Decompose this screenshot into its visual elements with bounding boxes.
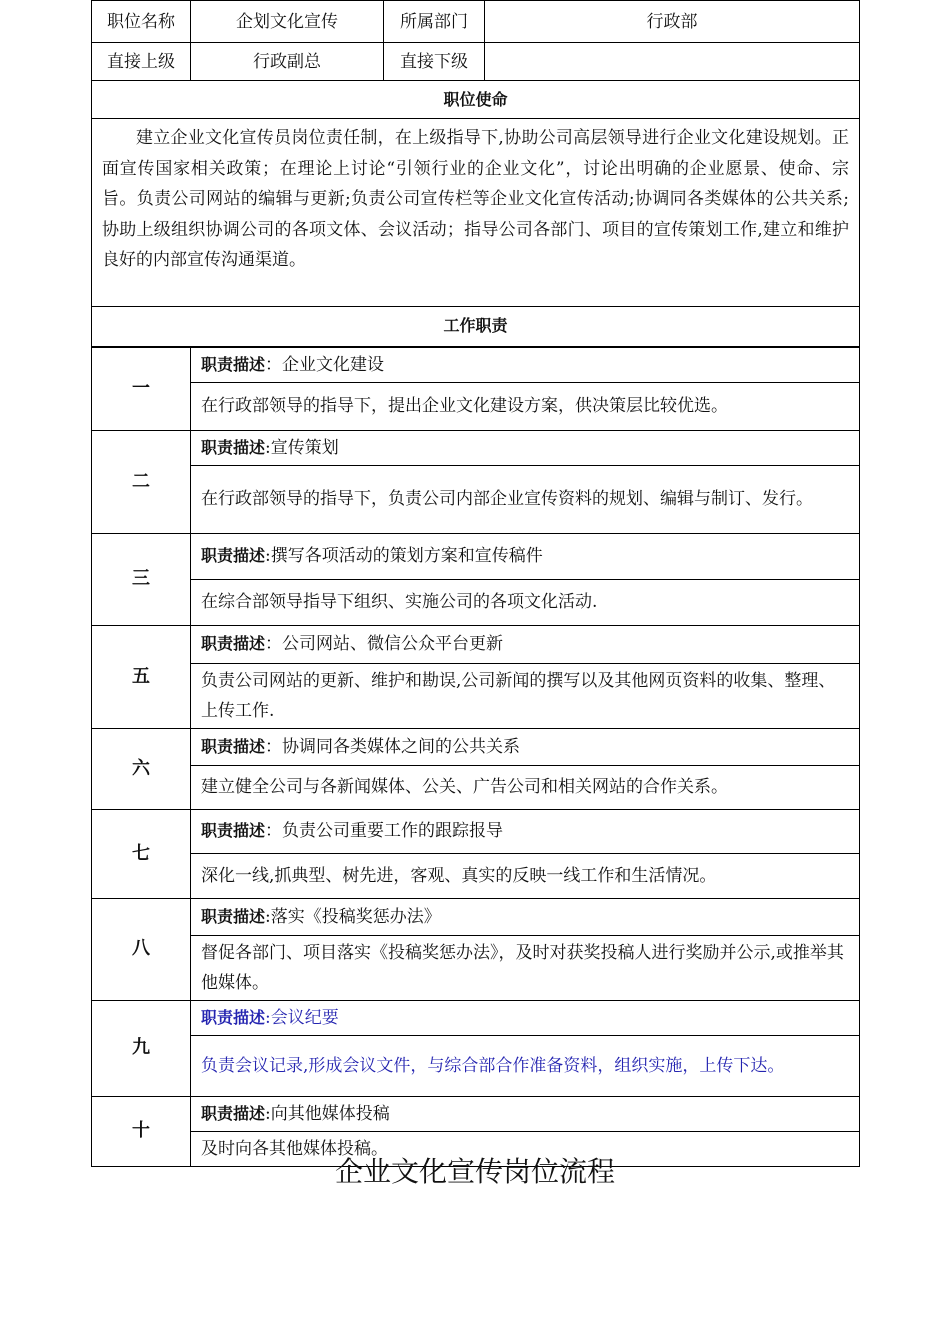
value-department: 行政部 <box>485 1 860 43</box>
duty-summary: ：企业文化建设 <box>265 354 385 375</box>
label-direct-superior: 直接上级 <box>92 43 191 81</box>
duty-detail: 在综合部领导指导下组织、实施公司的各项文化活动. <box>191 579 860 625</box>
label-position-name: 职位名称 <box>92 1 191 43</box>
duty-summary: ：负责公司重要工作的跟踪报导 <box>265 821 504 841</box>
mission-text: 建立企业文化宣传员岗位责任制，在上级指导下,协助公司高层领导进行企业文化建设规划。正面宣传国家相关政策；在理论上讨论“引领行业的企业文化”，讨论出明确的企业愿景、使命、宗旨。负责公司网站的编辑与更新;负责公司宣传栏等企业文化宣传活动;协调同各类媒体的公共关系;协助上级组织协调公司的各项文体、会议活动；指导公司各部门、项目的宣传策划工作,建立和维护良好的内部宣传沟通渠道。 <box>92 119 860 307</box>
duty-summary: ：公司网站、微信公众平台更新 <box>265 634 504 654</box>
label-department: 所属部门 <box>384 1 485 43</box>
duty-number: 十 <box>92 1096 191 1166</box>
duty-summary: :撰写各项活动的策划方案和宣传稿件 <box>265 546 543 566</box>
duty-label: 职责描述 <box>201 906 266 926</box>
duty-label: 职责描述 <box>201 437 266 457</box>
value-position-name: 企划文化宣传 <box>191 1 384 43</box>
duty-label: 职责描述 <box>201 1007 266 1027</box>
duty-number: 六 <box>92 728 191 809</box>
duties-title: 工作职责 <box>92 306 860 346</box>
mission-title: 职位使命 <box>92 81 860 119</box>
duty-label: 职责描述 <box>201 634 266 653</box>
duty-summary: ：协调同各类媒体之间的公共关系 <box>265 736 521 757</box>
duty-description <box>191 533 860 579</box>
duty-summary: :会议纪要 <box>265 1007 339 1028</box>
duty-label: 职责描述 <box>201 1103 266 1123</box>
job-description-document <box>91 0 859 1167</box>
duty-description <box>191 1000 860 1035</box>
duty-description <box>191 1096 860 1131</box>
duty-description <box>191 898 860 935</box>
duty-description <box>191 347 860 382</box>
flow-title: 企业文化宣传岗位流程 <box>334 1155 615 1188</box>
duty-number: 三 <box>92 533 191 625</box>
duty-detail: 督促各部门、项目落实《投稿奖惩办法》，及时对获奖投稿人进行奖励并公示,或推举其他媒体。 <box>191 935 860 1000</box>
duty-number: 一 <box>92 347 191 430</box>
duty-number: 八 <box>92 898 191 1000</box>
duty-description <box>191 809 860 853</box>
duty-description <box>191 728 860 765</box>
duty-summary: :宣传策划 <box>265 437 339 458</box>
duty-summary: :向其他媒体投稿 <box>265 1103 390 1124</box>
duty-label: 职责描述 <box>201 546 266 565</box>
duty-label: 职责描述 <box>201 821 266 840</box>
duty-detail: 在行政部领导的指导下，提出企业文化建设方案，供决策层比较优选。 <box>191 382 860 430</box>
duty-number: 五 <box>92 625 191 728</box>
duty-detail: 负责公司网站的更新、维护和勘误,公司新闻的撰写以及其他网页资料的收集、整理、上传工作. <box>191 663 860 728</box>
duties-table <box>91 347 860 1167</box>
value-direct-superior: 行政副总 <box>191 43 384 81</box>
duty-label: 职责描述 <box>201 354 266 374</box>
duty-label: 职责描述 <box>201 736 266 756</box>
duty-description <box>191 430 860 465</box>
duty-detail: 负责会议记录,形成会议文件，与综合部合作准备资料，组织实施，上传下达。 <box>191 1035 860 1096</box>
value-direct-subordinate <box>485 43 860 81</box>
duty-detail: 在行政部领导的指导下，负责公司内部企业宣传资料的规划、编辑与制订、发行。 <box>191 465 860 533</box>
duty-summary: :落实《投稿奖惩办法》 <box>265 906 441 927</box>
job-table <box>91 0 860 347</box>
duty-number: 九 <box>92 1000 191 1096</box>
duty-number: 二 <box>92 430 191 533</box>
duty-detail: 深化一线,抓典型、树先进，客观、真实的反映一线工作和生活情况。 <box>191 853 860 898</box>
duty-detail: 及时向各其他媒体投稿。 <box>191 1131 860 1166</box>
duty-description <box>191 625 860 663</box>
label-direct-subordinate: 直接下级 <box>384 43 485 81</box>
duty-detail: 建立健全公司与各新闻媒体、公关、广告公司和相关网站的合作关系。 <box>191 765 860 809</box>
duty-number: 七 <box>92 809 191 898</box>
